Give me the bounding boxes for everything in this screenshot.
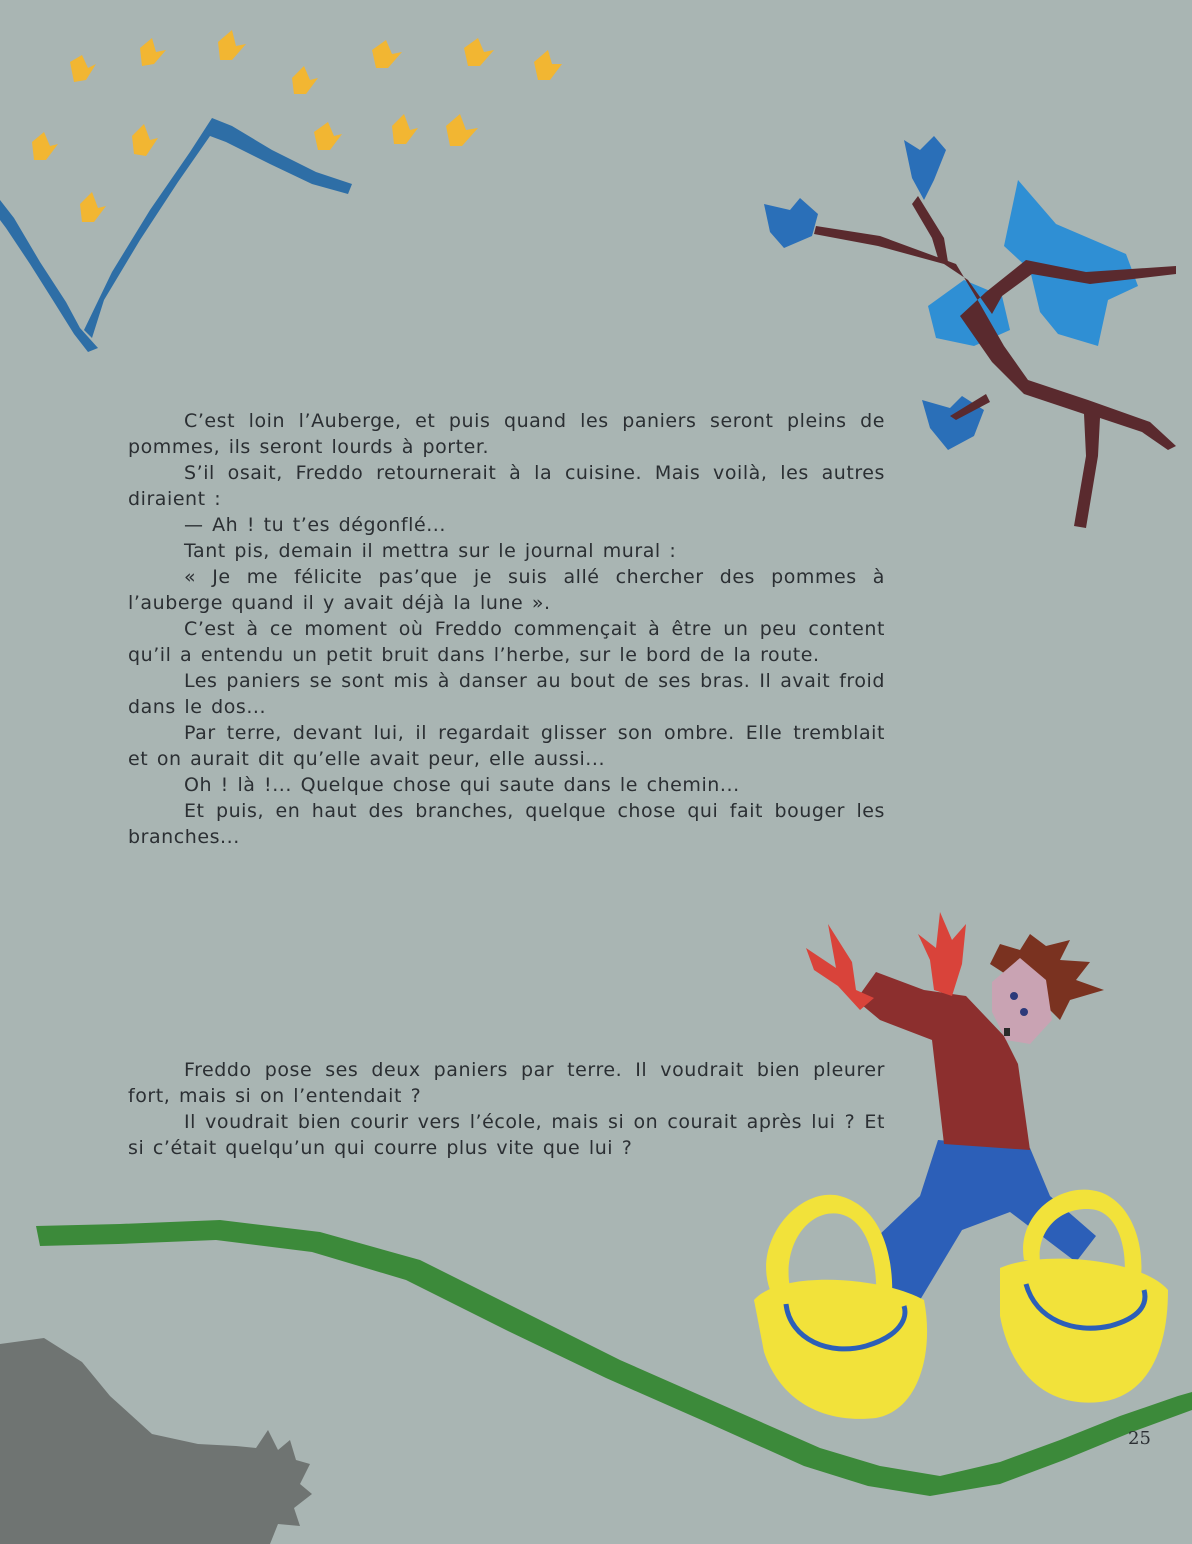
- story-paragraph: Oh ! là !... Quelque chose qui saute dans le chemin...: [184, 774, 740, 796]
- star-icon: [80, 192, 106, 222]
- eye-icon: [1020, 1008, 1028, 1016]
- star-icon: [218, 30, 246, 60]
- star-icon: [70, 55, 96, 82]
- story-text-block-1: [128, 408, 885, 850]
- star-icon: [446, 114, 478, 146]
- mountain-line: [0, 118, 352, 352]
- star-icon: [534, 50, 562, 80]
- right-hand: [918, 912, 966, 996]
- mouth-icon: [1004, 1028, 1010, 1036]
- shadow-figure: [0, 1338, 312, 1544]
- eye-icon: [1010, 992, 1018, 1000]
- story-paragraph: C’est loin l’Auberge, et puis quand les paniers seront pleins de pommes, ils seront lourds à porter.: [128, 410, 885, 458]
- star-icon: [372, 40, 402, 68]
- star-icon: [32, 132, 58, 160]
- story-paragraph: S’il osait, Freddo retournerait à la cuisine. Mais voilà, les autres diraient :: [128, 462, 885, 510]
- story-paragraph: Par terre, devant lui, il regardait glisser son ombre. Elle tremblait et on aurait dit qu’elle avait peur, elle aussi...: [128, 722, 885, 770]
- star-icon: [292, 66, 318, 94]
- story-paragraph: Il voudrait bien courir vers l’école, mais si on courait après lui ? Et si c’était quelqu’un qui courre plus vite que lui ?: [128, 1111, 885, 1159]
- story-paragraph: Freddo pose ses deux paniers par terre. Il voudrait bien pleurer fort, mais si on l’entendait ?: [128, 1059, 885, 1107]
- story-paragraph: « Je me félicite pas’que je suis allé chercher des pommes à l’auberge quand il y avait déjà la lune ».: [128, 566, 885, 614]
- story-paragraph: Tant pis, demain il mettra sur le journal mural :: [184, 540, 677, 562]
- left-hand: [806, 924, 874, 1010]
- star-icon: [392, 114, 418, 144]
- story-text-block-2: [128, 1057, 885, 1161]
- star-icon: [132, 124, 158, 156]
- star-icon: [140, 38, 166, 66]
- star-icon: [314, 122, 342, 150]
- leaf-icon: [764, 198, 818, 248]
- star-icon: [464, 38, 494, 66]
- story-paragraph: Les paniers se sont mis à danser au bout de ses bras. Il avait froid dans le dos...: [128, 670, 885, 718]
- story-paragraph: — Ah ! tu t’es dégonflé...: [184, 514, 446, 536]
- page-number: 25: [1128, 1428, 1151, 1449]
- story-paragraph: C’est à ce moment où Freddo commençait à être un peu content qu’il a entendu un petit bruit dans l’herbe, sur le bord de la route.: [128, 618, 885, 666]
- stars: [32, 30, 562, 222]
- leaf-icon: [904, 136, 946, 200]
- story-paragraph: Et puis, en haut des branches, quelque chose qui fait bouger les branches...: [128, 800, 885, 848]
